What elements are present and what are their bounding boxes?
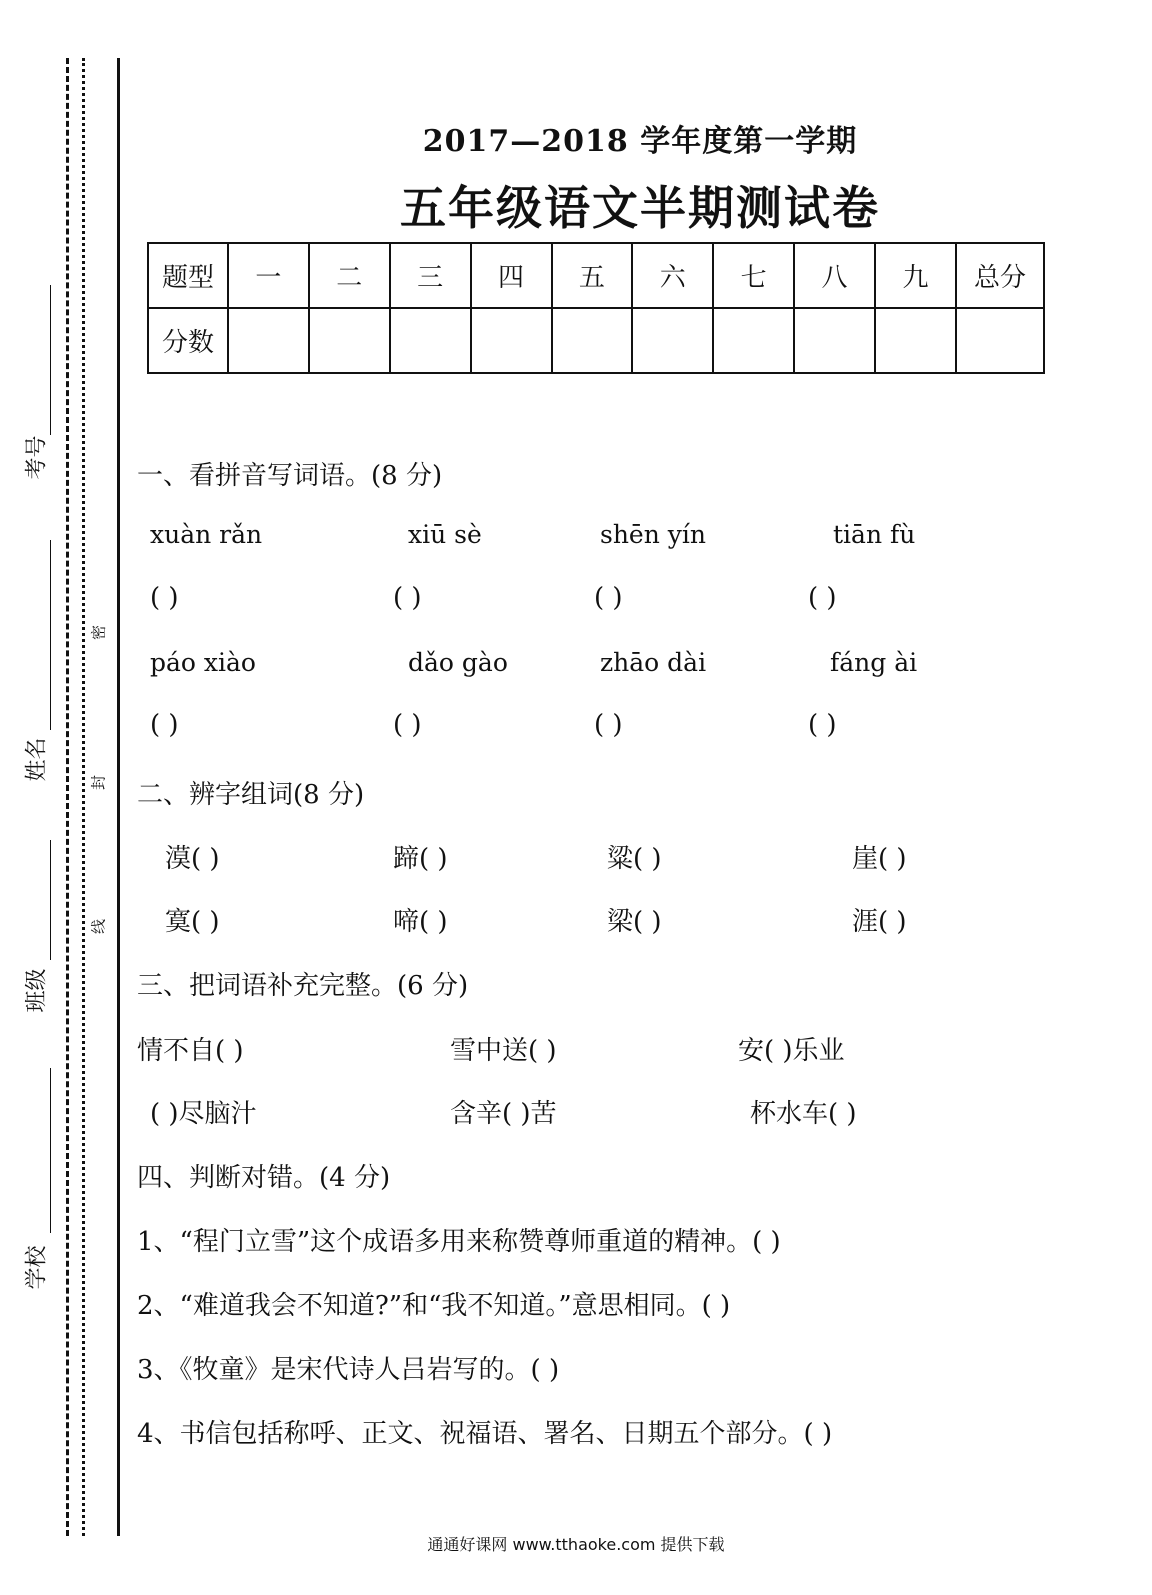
score-row-label: 分数 — [148, 308, 228, 373]
char-word-item[interactable]: 寞( ) — [165, 907, 220, 937]
score-cell-header: 九 — [875, 243, 956, 308]
score-cell-header: 三 — [390, 243, 471, 308]
idiom-item[interactable]: ( )尽脑汁 — [150, 1099, 257, 1129]
binding-line-solid — [117, 58, 120, 1536]
score-cell-header: 题型 — [148, 243, 228, 308]
section-1-heading: 一、看拼音写词语。(8 分) — [137, 461, 443, 491]
char-word-item[interactable]: 蹄( ) — [393, 844, 448, 874]
idiom-item[interactable]: 情不自( ) — [137, 1036, 244, 1066]
score-cell-empty[interactable] — [713, 308, 794, 373]
score-cell-header: 六 — [632, 243, 713, 308]
score-cell-empty[interactable] — [309, 308, 390, 373]
idiom-item[interactable]: 杯水车( ) — [750, 1099, 857, 1129]
seal-char-mi: 密 — [89, 625, 108, 641]
answer-blank[interactable]: ( ) — [594, 710, 623, 740]
pinyin-item: shēn yín — [600, 520, 706, 549]
cut-line-dotted — [82, 58, 85, 1536]
pinyin-item: xuàn rǎn — [150, 520, 263, 549]
score-cell-header: 四 — [471, 243, 552, 308]
char-word-item[interactable]: 崖( ) — [852, 844, 907, 874]
exam-subtitle: 2017—2018 学年度第一学期 — [422, 124, 858, 159]
score-cell-header: 总分 — [956, 243, 1044, 308]
name-underline — [50, 540, 51, 730]
answer-blank[interactable]: ( ) — [150, 583, 179, 613]
pinyin-item: páo xiào — [150, 648, 256, 677]
pinyin-item: tiān fù — [833, 520, 916, 549]
cut-line-dashed — [66, 58, 69, 1536]
class-label: 班级 — [24, 968, 50, 1013]
score-cell-empty[interactable] — [390, 308, 471, 373]
section-4-heading: 四、判断对错。(4 分) — [137, 1163, 391, 1193]
answer-blank[interactable]: ( ) — [594, 583, 623, 613]
idiom-item[interactable]: 含辛( )苦 — [450, 1099, 557, 1129]
seal-char-xian: 线 — [89, 919, 108, 935]
judgement-item[interactable]: 1、“程门立雪”这个成语多用来称赞尊师重道的精神。( ) — [137, 1227, 781, 1257]
score-table-header-row — [148, 243, 1044, 308]
school-label: 学校 — [24, 1245, 50, 1290]
pinyin-item: fáng ài — [830, 648, 918, 677]
score-cell-empty[interactable] — [956, 308, 1044, 373]
answer-blank[interactable]: ( ) — [808, 710, 837, 740]
score-cell-empty[interactable] — [632, 308, 713, 373]
score-cell-header: 五 — [552, 243, 633, 308]
score-table-score-row — [148, 308, 1044, 373]
footer-source-note: 通通好课网 www.tthaoke.com 提供下载 — [427, 1535, 725, 1554]
exam-title: 五年级语文半期测试卷 — [400, 181, 880, 235]
answer-blank[interactable]: ( ) — [150, 710, 179, 740]
score-cell-empty[interactable] — [228, 308, 309, 373]
idiom-item[interactable]: 安( )乐业 — [738, 1036, 845, 1066]
pinyin-item: dǎo gào — [408, 648, 508, 677]
exam-number-label: 考号 — [24, 435, 50, 480]
answer-blank[interactable]: ( ) — [808, 583, 837, 613]
score-table — [147, 242, 1045, 374]
answer-blank[interactable]: ( ) — [393, 710, 422, 740]
pinyin-item: zhāo dài — [600, 648, 707, 677]
pinyin-item: xiū sè — [408, 520, 482, 549]
score-cell-empty[interactable] — [471, 308, 552, 373]
judgement-item[interactable]: 4、书信包括称呼、正文、祝福语、署名、日期五个部分。( ) — [137, 1419, 833, 1449]
class-underline — [50, 840, 51, 960]
exam-number-underline — [50, 285, 51, 435]
score-cell-empty[interactable] — [875, 308, 956, 373]
score-cell-header: 一 — [228, 243, 309, 308]
seal-char-feng: 封 — [89, 775, 108, 791]
judgement-item[interactable]: 2、“难道我会不知道?”和“我不知道。”意思相同。( ) — [137, 1291, 731, 1321]
section-2-heading: 二、辨字组词(8 分) — [137, 780, 365, 810]
char-word-item[interactable]: 梁( ) — [607, 907, 662, 937]
score-cell-empty[interactable] — [552, 308, 633, 373]
section-3-heading: 三、把词语补充完整。(6 分) — [137, 971, 469, 1001]
char-word-item[interactable]: 漠( ) — [165, 844, 220, 874]
score-cell-header: 八 — [794, 243, 875, 308]
school-underline — [50, 1068, 51, 1233]
answer-blank[interactable]: ( ) — [393, 583, 422, 613]
idiom-item[interactable]: 雪中送( ) — [450, 1036, 557, 1066]
name-label: 姓名 — [24, 737, 50, 782]
score-cell-header: 二 — [309, 243, 390, 308]
char-word-item[interactable]: 啼( ) — [393, 907, 448, 937]
score-cell-empty[interactable] — [794, 308, 875, 373]
score-cell-header: 七 — [713, 243, 794, 308]
judgement-item[interactable]: 3、《牧童》是宋代诗人吕岩写的。( ) — [137, 1355, 560, 1385]
char-word-item[interactable]: 涯( ) — [852, 907, 907, 937]
char-word-item[interactable]: 粱( ) — [607, 844, 662, 874]
